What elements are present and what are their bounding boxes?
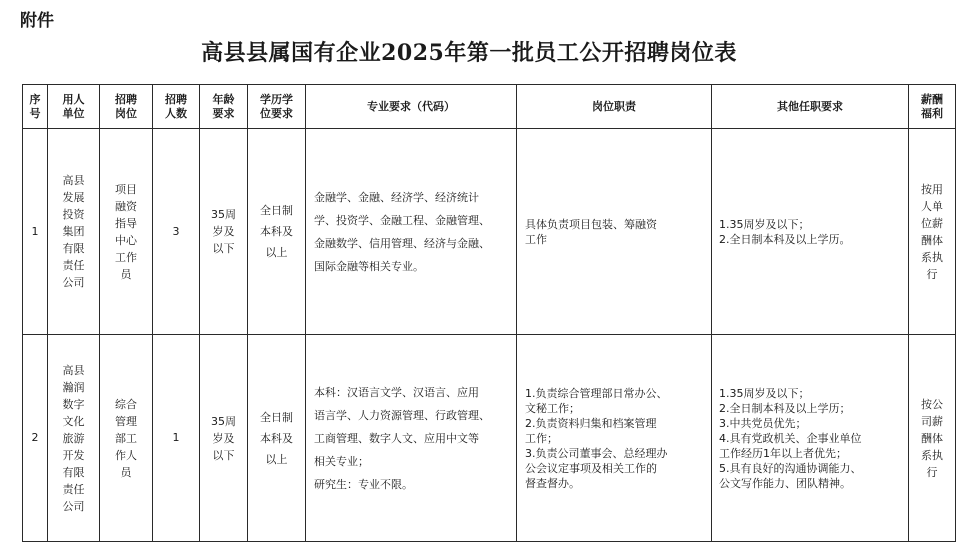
cell-count: 1 — [153, 335, 200, 542]
cell-edu: 全日制 本科及 以上 — [248, 129, 306, 335]
header-post: 招聘 岗位 — [100, 85, 153, 129]
header-major: 专业要求（代码） — [306, 85, 517, 129]
header-count: 招聘 人数 — [153, 85, 200, 129]
header-unit: 用人 单位 — [48, 85, 100, 129]
header-other: 其他任职要求 — [712, 85, 909, 129]
header-edu: 学历学 位要求 — [248, 85, 306, 129]
cell-other: 1.35周岁及以下； 2.全日制本科及以上学历； 3.中共党员优先； 4.具有党政机关、企事业单位 工作经历1年以上者优先； 5.具有良好的沟通协调能力、 公文写作能力、团队精神。 — [712, 335, 909, 542]
header-seq: 序 号 — [23, 85, 48, 129]
cell-major: 本科：汉语言文学、汉语言、应用 语言学、人力资源管理、行政管理、 工商管理、数字人文、应用中文等 相关专业； 研究生：专业不限。 — [306, 335, 517, 542]
header-age: 年龄 要求 — [200, 85, 248, 129]
table-row — [23, 129, 956, 335]
document-title: 高县县属国有企业2025年第一批员工公开招聘岗位表 — [201, 40, 737, 66]
header-duty: 岗位职责 — [517, 85, 712, 129]
cell-pay: 按公 司薪 酬体 系执 行 — [909, 335, 956, 542]
header-row — [23, 85, 956, 129]
cell-edu: 全日制 本科及 以上 — [248, 335, 306, 542]
cell-duty: 1.负责综合管理部日常办公、 文秘工作； 2.负责资料归集和档案管理 工作； 3.负责公司董事会、总经理办 公会议定事项及相关工作的 督查督办。 — [517, 335, 712, 542]
attachment-label: 附件 — [20, 11, 54, 31]
cell-seq: 1 — [23, 129, 48, 335]
recruitment-table — [22, 84, 956, 542]
cell-unit: 高县 瀚润 数字 文化 旅游 开发 有限 责任 公司 — [48, 335, 100, 542]
cell-count: 3 — [153, 129, 200, 335]
cell-major: 金融学、金融、经济学、经济统计 学、投资学、金融工程、金融管理、 金融数学、信用管理、经济与金融、 国际金融等相关专业。 — [306, 129, 517, 335]
cell-unit: 高县 发展 投资 集团 有限 责任 公司 — [48, 129, 100, 335]
cell-age: 35周 岁及 以下 — [200, 129, 248, 335]
cell-post: 项目 融资 指导 中心 工作 员 — [100, 129, 153, 335]
cell-seq: 2 — [23, 335, 48, 542]
cell-pay: 按用 人单 位薪 酬体 系执 行 — [909, 129, 956, 335]
table-row — [23, 335, 956, 542]
cell-other: 1.35周岁及以下； 2.全日制本科及以上学历。 — [712, 129, 909, 335]
cell-duty: 具体负责项目包装、筹融资 工作 — [517, 129, 712, 335]
cell-post: 综合 管理 部工 作人 员 — [100, 335, 153, 542]
header-pay: 薪酬 福利 — [909, 85, 956, 129]
cell-age: 35周 岁及 以下 — [200, 335, 248, 542]
